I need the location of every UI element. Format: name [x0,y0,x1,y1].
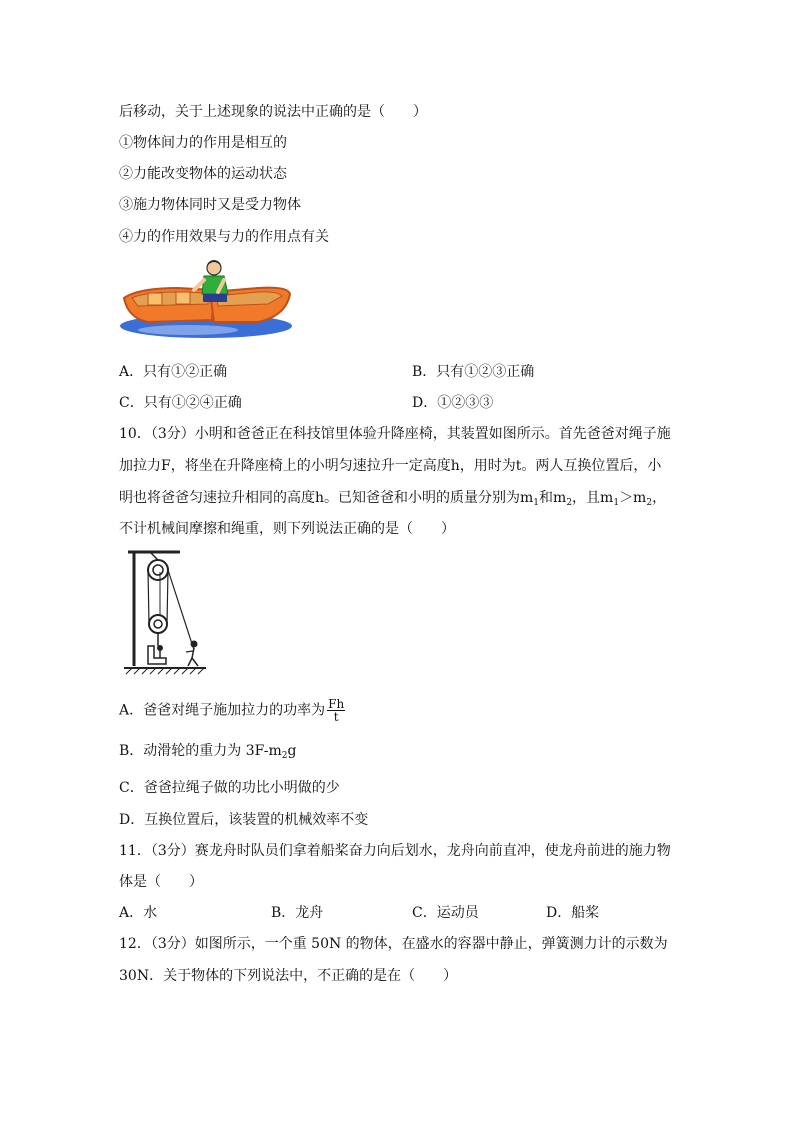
q10-line-4: 不计机械间摩擦和绳重，则下列说法正确的是（ ） [119,521,455,537]
q9-stem-tail: 后移动，关于上述现象的说法中正确的是（ ） [119,104,427,120]
q10-line-1: 10．（3分）小明和爸爸正在科技馆里体验升降座椅，其装置如图所示。首先爸爸对绳子施 [119,426,671,442]
q11-option-c: C．运动员 [412,905,479,921]
q10-option-b: B．动滑轮的重力为 $3F-m_2g$ [119,743,297,761]
q10-line-3: 明也将爸爸匀速拉升相同的高度h。已知爸爸和小明的质量分别为$m_1$和$m_2$，且$m_1>m_2$， [119,490,667,508]
q11-option-d: D．船桨 [546,905,600,921]
q10-option-a: A．爸爸对绳子施加拉力的功率为 $\frac{Fh}{t}$ [119,697,345,724]
q9-option-b: B．只有①②③正确 [412,364,535,380]
dad-figure [191,641,198,648]
q10-line-2: 加拉力F，将坐在升降座椅上的小明匀速拉升一定高度h，用时为t。两人互换位置后，小 [119,458,662,474]
pulley-diagram [120,548,210,678]
lift-seat [148,646,166,664]
q11-line-1: 11．（3分）赛龙舟时队员们拿着船桨奋力向后划水，龙舟向前直冲，使龙舟前进的施力物 [119,843,671,859]
q9-statement-3: ③施力物体同时又是受力物体 [119,197,301,213]
q9-option-d: D．①②③③ [412,395,494,411]
q11-option-a: A．水 [119,905,158,921]
q9-statement-4: ④力的作用效果与力的作用点有关 [119,229,329,245]
pull-rope [168,570,194,650]
power-fraction: $\frac{Fh}{t}$ [328,697,345,724]
q9-option-c: C．只有①②④正确 [119,395,242,411]
q10-option-c: C．爸爸拉绳子做的功比小明做的少 [119,780,340,796]
q12-line-2: 30N．关于物体的下列说法中，不正确的是在（ ） [119,968,458,984]
q11-option-b: B．龙舟 [271,905,324,921]
q10-option-d: D．互换位置后，该装置的机械效率不变 [119,812,369,828]
q12-line-1: 12．（3分）如图所示，一个重 50N 的物体，在盛水的容器中静止，弹簧测力计的示数为 [119,936,668,952]
boat-illustration [118,258,298,350]
movable-pulley [149,615,167,633]
q9-option-a: A．只有①②正确 [119,364,228,380]
q9-statement-1: ①物体间力的作用是相互的 [119,135,287,151]
q11-line-2: 体是（ ） [119,874,203,890]
q9-statement-2: ②力能改变物体的运动状态 [119,166,287,182]
fixed-pulley [148,560,168,580]
